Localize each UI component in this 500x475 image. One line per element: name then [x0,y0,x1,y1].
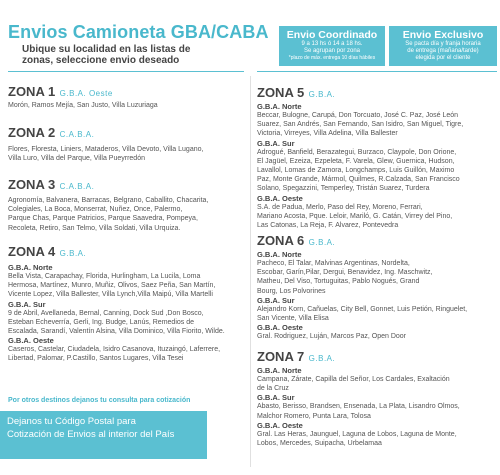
zone-line: Villa Luro, Villa del Parque, Villa Pueyrredón [8,155,145,163]
postal-code-box [0,411,207,459]
region-title: G.B.A. Sur [257,295,295,305]
region-line: Las Catonas, La Reja, F. Alvarez, Pontevedra [257,222,399,230]
region-line: Bella Vista, Carapachay, Florida, Hurlingham, La Lucila, Loma [8,273,201,280]
postal-code-line: Cotización de Envios al interior del País [7,429,175,440]
page-title: Envios Camioneta GBA/CABA [8,22,269,42]
region-line: Gral. Rodriguez, Luján, Marcos Paz, Open Door [257,333,407,341]
zone-area: G.B.A. [308,90,336,99]
region-line: Lavallol, Lomas de Zamora, Longchamps, Luis Guillón, Maximo [257,167,455,175]
zone-2-localities [8,145,203,163]
zone-5-header [257,84,335,102]
region-line: Mariano Acosta, Pque. Leloir, Mariló, G. Catán, Virrey del Pino, [257,212,453,220]
info-box-title: Envio Coordinado [286,29,378,41]
region-line: S.A. de Padua, Merlo, Paso del Rey, Moreno, Ferrari, [257,203,423,211]
region-line: Beccar, Bulogne, Carupá, Don Torcuato, José C. Paz, José León [257,112,459,119]
zone-2-header [8,124,94,142]
zone-area: G.B.A. Oeste [59,89,113,98]
region-line: Hermosa, Martínez, Munro, Muñiz, Olivos, Saez Peña, San Martín, [8,282,216,290]
zone-name: ZONA 1 [8,84,56,99]
zone-name: ZONA 5 [257,85,305,100]
zone-name: ZONA 3 [8,177,56,192]
region-line: Campana, Zárate, Capilla del Señor, Los Cardales, Exaltación [257,376,450,383]
zone-7-localities [257,366,499,448]
zone-area: C.A.B.A. [59,130,95,139]
zone-3-header [8,176,94,194]
region-title: G.B.A. Sur [257,393,295,403]
region-line: Caseros, Castelar, Ciudadela, Isidro Casanova, Ituzaingó, Laferrere, [8,346,221,354]
zone-area: G.B.A. [59,249,87,258]
zone-name: ZONA 6 [257,233,305,248]
zone-line: Parque Chas, Parque Patricios, Parque Saavedra, Pompeya, [8,215,198,223]
zone-line: Recoleta, Retiro, San Telmo, Villa Soldati, Villa Urquiza. [8,224,181,232]
divider [8,71,244,72]
zone-line: Colegiales, La Boca, Monserrat, Nuñez, Once, Palermo, [8,206,183,214]
region-line: El Jagüel, Ezeiza, Ezpeleta, F. Varela, Glew, Guernica, Hudson, [257,157,455,165]
zone-5-localities [257,102,499,230]
zone-6-header [257,232,335,250]
zone-line: Flores, Floresta, Liniers, Mataderos, Villa Devoto, Villa Lugano, [8,146,204,153]
divider [257,71,497,72]
region-line: Paz, Monte Grande, Mármol, Quilmes, R.Calzada, San Francisco [257,176,460,184]
zone-name: ZONA 2 [8,125,56,140]
region-title: G.B.A. Sur [8,299,46,309]
zone-area: G.B.A. [308,354,336,363]
region-line: Solano, Spegazzini, Temperley, Tristán Suarez, Turdera [257,185,430,193]
info-box-line: de entrega (mañana/tarde) [407,48,479,54]
region-line: Gral. Las Heras, Jaunguel, Laguna de Lobos, Laguna de Monte, [257,430,457,438]
region-line: Pacheco, El Talar, Malvinas Argentinas, Nordelta, [257,260,410,267]
region-line: de la Cruz [257,385,289,393]
region-line: Victoria, Virreyes, Villa Adelina, Villa Ballester [257,130,398,138]
info-box-exclusivo [389,26,497,66]
zone-6-localities [257,250,499,341]
region-line: Matheu, Del Viso, Tortuguitas, Pablo Nogués, Grand [257,278,420,286]
zone-name: ZONA 7 [257,349,305,364]
region-line: Lobos, Mercedes, Suipacha, Urbelamaa [257,440,382,448]
region-line: Abasto, Berisso, Brandsen, Ensenada, La Plata, Lisandro Olmos, [257,403,460,411]
zone-line: Agronomía, Balvanera, Barracas, Belgrano, Caballito, Chacarita, [8,197,209,204]
info-box-title: Envio Exclusivo [402,29,484,41]
zone-name: ZONA 4 [8,244,56,259]
zone-3-localities [8,196,208,233]
zone-4-header [8,243,86,261]
info-box-coordinado [279,26,385,66]
info-box-line: *plazo de máx. entrega 10 días hábiles [288,55,376,61]
region-line: Bourg, Los Polvorines [257,287,326,295]
info-box-line: elegida por el cliente [415,55,471,61]
region-line: Esteban Echeverría, Gerli, Ing. Budge, Lanús, Remedios de [8,318,194,326]
info-box-line: Se agrupan por zona [303,48,361,54]
region-line: Vicente Lopez, Villa Ballester, Villa Lynch,Villa Maipú, Villa Martelli [8,291,213,299]
region-line: 9 de Abril, Avellaneda, Bernal, Canning, Dock Sud ,Don Bosco, [8,309,204,317]
region-line: San Vicente, Villa Elisa [257,315,329,323]
region-title: G.B.A. Oeste [257,323,303,333]
region-title: G.B.A. Norte [257,250,302,259]
zone-area: C.A.B.A. [59,182,95,191]
region-line: Malchor Romero, Punta Lara, Tolosa [257,412,371,420]
region-title: G.B.A. Sur [257,138,295,148]
region-title: G.B.A. Oeste [257,420,303,430]
zone-line: Morón, Ramos Mejía, San Justo, Villa Luzuriaga [8,102,158,109]
region-line: Escobar, Garín,Pilar, Dergui, Benavidez, Ing. Maschwitz, [257,269,433,277]
region-title: G.B.A. Norte [257,102,302,111]
info-box-line: 9 a 13 hs ó 14 a 18 hs. [301,41,363,47]
zone-7-header [257,348,335,366]
region-line: Libertad, Palomar, P.Castillo, Santos Lugares, Villa Tesei [8,355,184,363]
region-line: Escalada, Sarandí, Valentín Alsina, Villa Dominico, Villa Fiorito, Wilde. [8,328,225,336]
page-subtitle: Ubique su localidad en las listas de zonas, seleccione envio deseado [22,44,191,66]
zone-1-header [8,83,113,101]
postal-code-line: Dejanos tu Código Postal para [7,416,136,427]
region-title: G.B.A. Oeste [8,336,54,346]
zone-1-localities [8,101,158,110]
zone-4-localities [8,263,248,364]
region-line: Suarez, San Andrés, San Fernando, San Isidro, San Miguel, Tigre, [257,121,464,129]
other-destinations-note: Por otros destinos dejanos tu consulta para cotización [8,397,191,404]
region-line: Adrogué, Banfield, Berazategui, Burzaco, Claypole, Don Orione, [257,148,457,156]
region-title: G.B.A. Norte [257,366,302,375]
zone-area: G.B.A. [308,238,336,247]
region-title: G.B.A. Norte [8,263,53,272]
region-line: Alejandro Korn, Cañuelas, City Bell, Gonnet, Luis Petión, Ringuelet, [257,305,468,313]
info-box-line: Se pacta día y franja horaria [405,41,481,47]
region-title: G.B.A. Oeste [257,193,303,203]
column-divider [250,76,251,467]
